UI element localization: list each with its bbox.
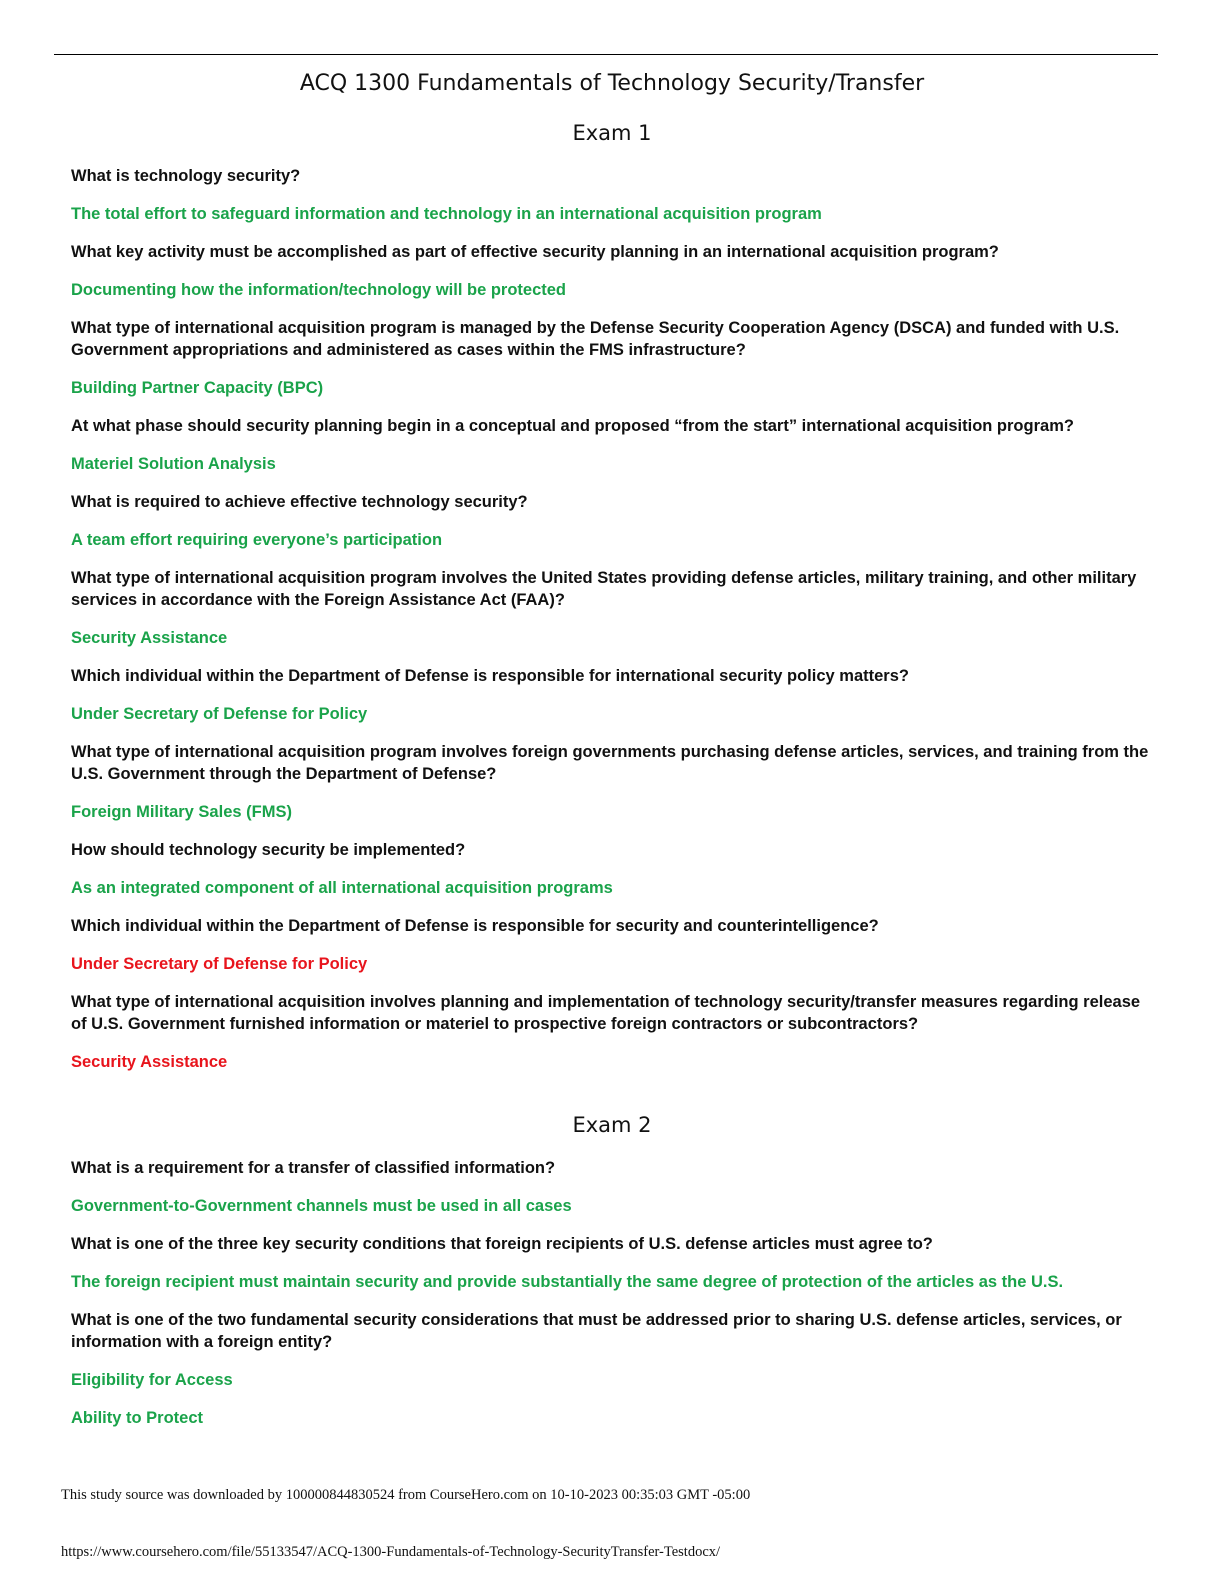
exam-1-heading: Exam 1 [572,121,652,145]
question-8: What type of international acquisition program involves foreign governments purchasing defense articles, services, and training from the U.S. Government through the Department of Defense? [71,743,1149,783]
exam2-question-3: What is one of the two fundamental security considerations that must be addressed prior to sharing U.S. defense articles, services, or information with a foreign entity? [71,1311,1122,1351]
question-6: What type of international acquisition program involves the United States providing defense articles, military training, and other military services in accordance with the Foreign Assistance Act (FAA)? [71,569,1137,609]
answer-1: The total effort to safeguard information and technology in an international acquisition program [71,205,822,223]
question-9: How should technology security be implemented? [71,841,466,859]
exam-2-heading: Exam 2 [572,1113,652,1137]
exam2-answer-1: Government-to-Government channels must be used in all cases [71,1197,572,1215]
exam2-answer-2: The foreign recipient must maintain security and provide substantially the same degree of protection of the articles as the U.S. [71,1273,1064,1291]
answer-5: A team effort requiring everyone’s participation [71,531,443,549]
exam-1-section [71,165,1156,1089]
question-7: Which individual within the Department of Defense is responsible for international security policy matters? [71,667,909,685]
exam-2-section [71,1157,1156,1445]
answer-2: Documenting how the information/technology will be protected [71,281,567,299]
answer-9: As an integrated component of all international acquisition programs [71,879,613,897]
source-url[interactable]: https://www.coursehero.com/file/55133547/ACQ-1300-Fundamentals-of-Technology-SecurityTransfer-Testdocx/ [61,1544,721,1560]
exam2-question-1: What is a requirement for a transfer of classified information? [71,1159,556,1177]
answer-7: Under Secretary of Defense for Policy [71,705,368,723]
document-title: ACQ 1300 Fundamentals of Technology Security/Transfer [299,71,925,96]
question-5: What is required to achieve effective technology security? [71,493,528,511]
answer-11-incorrect: Security Assistance [71,1053,228,1071]
question-1: What is technology security? [71,167,301,185]
question-3: What type of international acquisition program is managed by the Defense Security Cooperation Agency (DSCA) and funded with U.S. Government appropriations and administered as cases within the FMS infrastructure? [71,319,1120,359]
question-10: Which individual within the Department of Defense is responsible for security and counterintelligence? [71,917,879,935]
answer-3: Building Partner Capacity (BPC) [71,379,324,397]
exam2-question-2: What is one of the three key security conditions that foreign recipients of U.S. defense articles must agree to? [71,1235,933,1253]
answer-10-incorrect: Under Secretary of Defense for Policy [71,955,368,973]
exam2-answer-3b: Ability to Protect [71,1409,204,1427]
question-2: What key activity must be accomplished as part of effective security planning in an international acquisition program? [71,243,999,261]
answer-4: Materiel Solution Analysis [71,455,276,473]
exam2-answer-3a: Eligibility for Access [71,1371,233,1389]
answer-6: Security Assistance [71,629,228,647]
question-4: At what phase should security planning begin in a conceptual and proposed “from the start” international acquisition program? [71,417,1074,435]
top-divider [54,54,1158,55]
question-11: What type of international acquisition involves planning and implementation of technology security/transfer measures regarding release of U.S. Government furnished information or materiel to prospective foreign contractors or subcontractors? [71,993,1141,1033]
answer-8: Foreign Military Sales (FMS) [71,803,292,821]
download-source-note: This study source was downloaded by 100000844830524 from CourseHero.com on 10-10-2023 00:35:03 GMT -05:00 [61,1487,751,1503]
